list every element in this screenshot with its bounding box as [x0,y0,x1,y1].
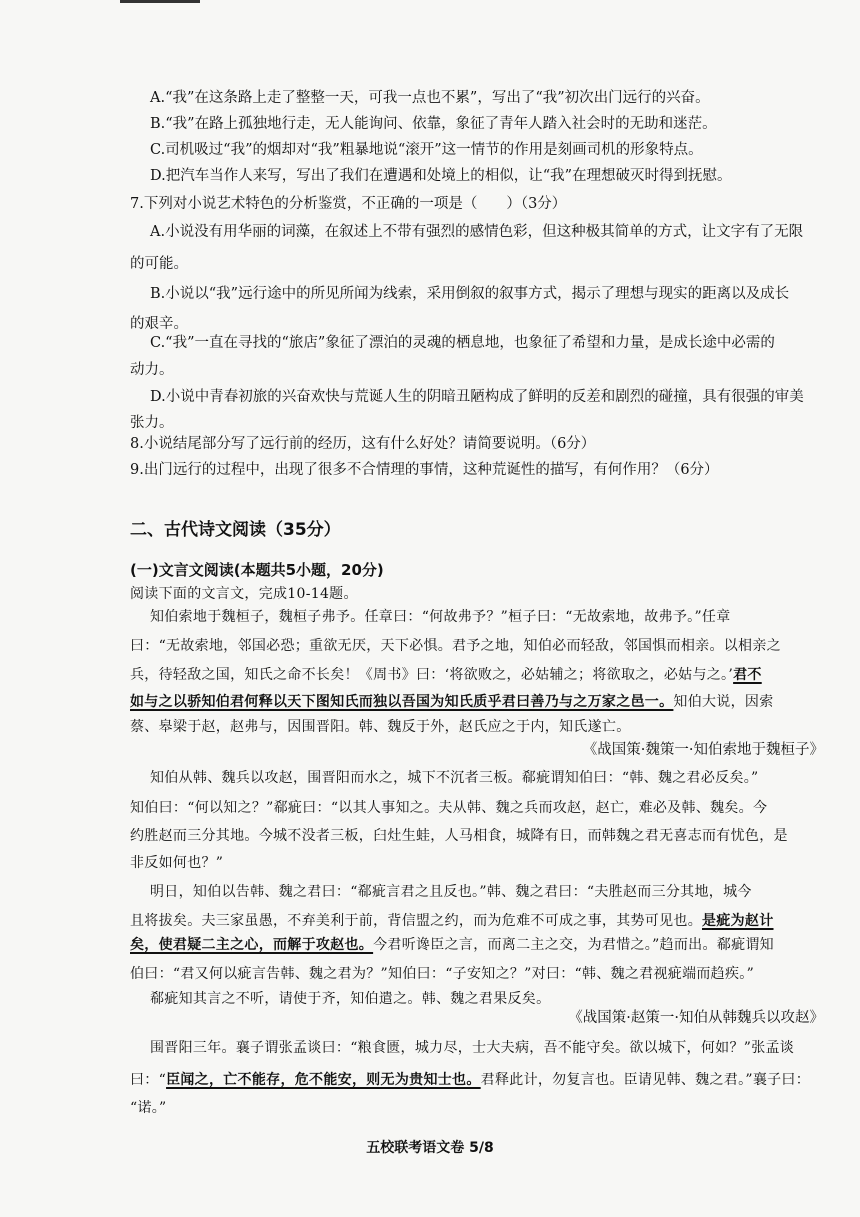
passage2-line1: 知伯从韩、魏兵以攻赵，围晋阳而水之，城下不沉者三板。郗疵谓知伯曰：“韩、魏之君必反矣。” [150,770,759,786]
option-a: A.“我”在这条路上走了整整一天，可我一点也不累”，写出了“我”初次出门远行的兴奋。 [150,90,710,106]
question-7-option-b-line1: B.小说以“我”远行途中的所见所闻为线索，采用倒叙的叙事方式，揭示了理想与现实的距离以及成长 [150,286,790,302]
question-7-option-b-line2: 的艰辛。 [130,316,188,332]
source-citation-1: 《战国策·魏策一·知伯索地于魏桓子》 [582,742,824,758]
passage2-line3: 约胜赵而三分其地。今城不没者三板，臼灶生蛙，人马相食，城降有日，而韩魏之君无喜志而有忧色，是 [130,828,788,844]
passage4-line2-text-a: 曰：“ [130,1072,167,1088]
question-7-option-d-line1: D.小说中青春初旅的兴奋欢快与荒诞人生的阴暗丑陋构成了鲜明的反差和剧烈的碰撞，具有很强的审美 [150,389,804,405]
question-7-option-a-line2: 的可能。 [130,256,188,272]
page-footer: 五校联考语文卷 5/8 [366,1140,494,1156]
passage2-line4: 非反如何也？” [130,855,224,871]
underlined-sentence-3: 臣闻之，亡不能存，危不能安，则无为贵知士也。 [166,1072,481,1088]
reading-instruction: 阅读下面的文言文，完成10-14题。 [130,586,358,602]
question-7: 7.下列对小说艺术特色的分析鉴赏，不正确的一项是（ ）（3分） [130,196,567,212]
passage1-line4 [130,692,774,712]
passage3-line5: 郗疵知其言之不听，请使于齐，知伯遣之。韩、魏之君果反矣。 [150,991,551,1007]
passage2-line2: 知伯曰：“何以知之？”郗疵曰：“以其人事知之。夫从韩、魏之兵而攻赵，赵亡，难必及韩、魏矣。今 [130,800,768,816]
question-7-option-c-line2: 动力。 [130,362,174,378]
subsection-heading: (一)文言文阅读(本题共5小题，20分) [130,561,384,579]
underlined-sentence-1b: 如与之以骄知伯君何释以天下图知氏而独以吾国为知氏质乎君曰善乃与之万家之邑一。 [130,694,674,710]
question-7-option-c-line1: C.“我”一直在寻找的“旅店”象征了漂泊的灵魂的栖息地，也象征了希望和力量，是成长途中必需的 [150,335,775,351]
passage3-line2 [130,911,774,931]
passage1-line2: 曰：“无故索地，邻国必恐；重欲无厌，天下必惧。君予之地，知伯必而轻敌，邻国惧而相亲。以相亲之 [130,638,781,654]
source-citation-2: 《战国策·赵策一·知伯从韩魏兵以攻赵》 [568,1010,824,1026]
option-d: D.把汽车当作人来写，写出了我们在遭遇和处境上的相似，让“我”在理想破灭时得到抚慰。 [150,168,732,184]
question-8: 8.小说结尾部分写了远行前的经历，这有什么好处？请简要说明。（6分） [130,436,596,452]
option-c: C.司机吸过“我”的烟却对“我”粗暴地说“滚开”这一情节的作用是刻画司机的形象特点。 [150,142,703,158]
section-heading: 二、古代诗文阅读（35分） [130,520,341,540]
passage4-line2-text-b: 君释此计，勿复言也。臣请见韩、魏之君。”襄子曰： [480,1072,811,1088]
scan-top-edge [120,0,200,3]
passage3-line3 [130,935,774,955]
passage3-line2-text: 且将拔矣。夫三家虽愚，不弃美利于前，背信盟之约，而为危难不可成之事，其势可见也。 [130,913,702,929]
passage1-line1: 知伯索地于魏桓子，魏桓子弗予。任章曰：“何故弗予？”桓子曰：“无故索地，故弗予。”任章 [150,609,731,625]
passage3-line1: 明日，知伯以告韩、魏之君曰：“郗疵言君之且反也。”韩、魏之君曰：“夫胜赵而三分其地，城今 [150,884,752,900]
passage4-line3: “诺。” [130,1100,167,1116]
passage4-line1: 围晋阳三年。襄子谓张孟谈曰：“粮食匮，城力尽，士大夫病，吾不能守矣。欲以城下，何如？”张孟谈 [150,1040,795,1056]
option-b: B.“我”在路上孤独地行走，无人能询问、依靠，象征了青年人踏入社会时的无助和迷茫。 [150,116,717,132]
underlined-sentence-2b: 矣，使君疑二主之心，而解于攻赵也。 [130,937,374,953]
passage1-line3 [130,665,762,685]
passage1-line5: 蔡、皋梁于赵，赵弗与，因围晋阳。韩、魏反于外，赵氏应之于内，知氏遂亡。 [130,719,631,735]
question-7-option-d-line2: 张力。 [130,415,174,431]
passage3-line4: 伯曰：“君又何以疵言告韩、魏之君为？”知伯曰：“子安知之？”对曰：“韩、魏之君视疵端而趋疾。” [130,966,755,982]
question-7-option-a-line1: A.小说没有用华丽的词藻，在叙述上不带有强烈的感情色彩，但这种极其简单的方式，让文字有了无限 [150,224,804,240]
underlined-sentence-2a: 是疵为赵计 [702,913,774,929]
underlined-sentence-1a: 君不 [733,667,762,683]
question-9: 9.出门远行的过程中，出现了很多不合情理的事情，这种荒诞性的描写，有何作用？（6分） [130,462,719,478]
passage1-line4-text: 知伯大说，因索 [673,694,774,710]
passage3-line3-text: 今君听谗臣之言，而离二主之交，为君惜之。”趋而出。郗疵谓知 [373,937,774,953]
passage1-line3-text: 兵，待轻敌之国，知氏之命不长矣！《周书》曰：‘将欲败之，必姑辅之；将欲取之，必姑与之。’ [130,667,734,683]
passage4-line2 [130,1070,810,1090]
